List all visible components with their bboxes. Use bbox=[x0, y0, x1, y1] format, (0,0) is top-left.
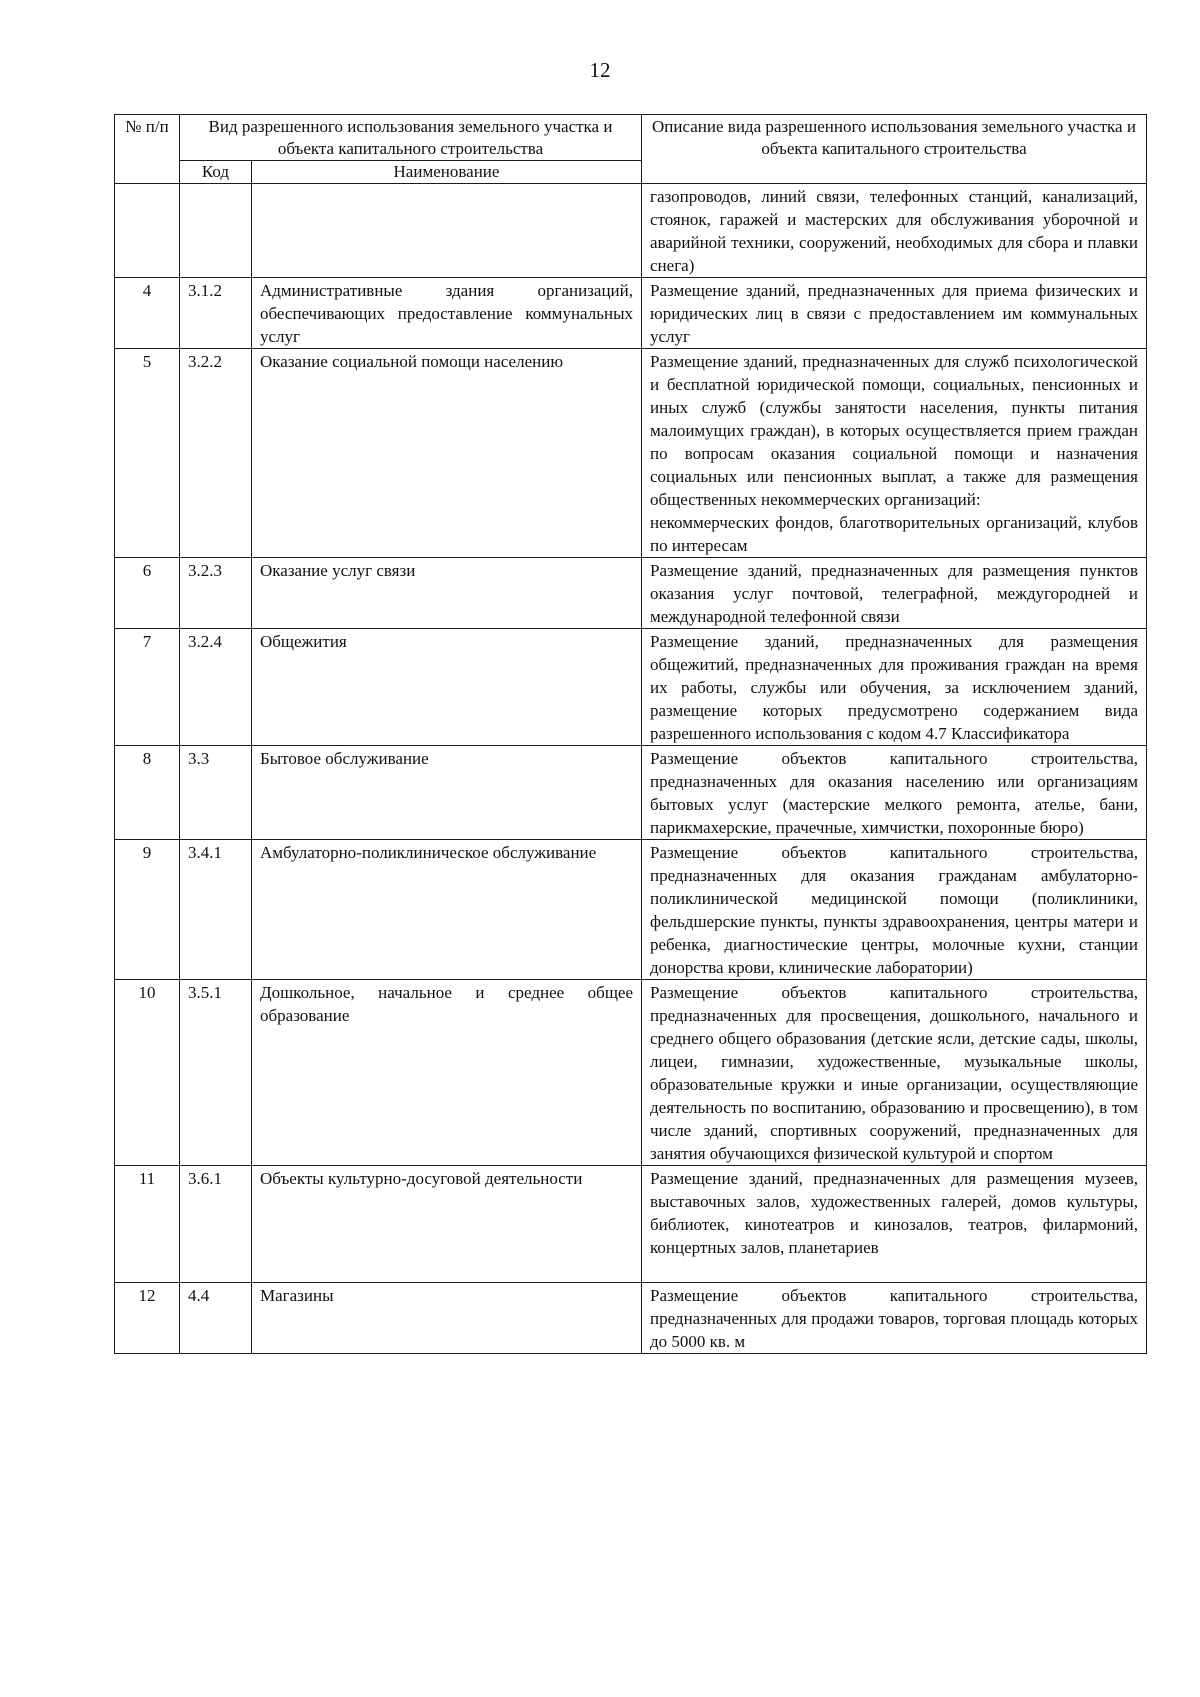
row-number: 12 bbox=[115, 1283, 180, 1354]
table-row bbox=[115, 629, 1147, 746]
header-group: Вид разрешенного использования земельного участка и объекта капитального строительства bbox=[180, 115, 642, 161]
table-row bbox=[115, 1166, 1147, 1283]
row-code: 3.2.2 bbox=[180, 349, 252, 558]
land-use-table bbox=[114, 114, 1147, 1354]
row-description-continued: некоммерческих фондов, благотворительных организаций, клубов по интересам bbox=[650, 513, 1138, 555]
row-code: 3.4.1 bbox=[180, 840, 252, 980]
row-number bbox=[115, 184, 180, 278]
row-description-cell bbox=[642, 349, 1147, 558]
row-name bbox=[252, 184, 642, 278]
header-number: № п/п bbox=[115, 115, 180, 184]
row-number: 5 bbox=[115, 349, 180, 558]
table-header-row bbox=[115, 115, 1147, 161]
row-number: 8 bbox=[115, 746, 180, 840]
row-description: Размещение объектов капитального строительства, предназначенных для оказания населению или организациям бытовых услуг (мастерские мелкого ремонта, ателье, бани, парикмахерские, прачечные, химчистки, похоронные бюро) bbox=[642, 746, 1147, 840]
row-number: 7 bbox=[115, 629, 180, 746]
table-row bbox=[115, 746, 1147, 840]
row-name: Амбулаторно-поликлиническое обслуживание bbox=[252, 840, 642, 980]
row-code: 3.6.1 bbox=[180, 1166, 252, 1283]
row-name: Магазины bbox=[252, 1283, 642, 1354]
row-number: 9 bbox=[115, 840, 180, 980]
row-code: 3.2.3 bbox=[180, 558, 252, 629]
row-code: 3.3 bbox=[180, 746, 252, 840]
row-description: Размещение зданий, предназначенных для служб психологической и бесплатной юридической помощи, социальных, пенсионных и иных служб (службы занятости населения, пункты питания малоимущих граждан), в которых осуществляется прием граждан по вопросам оказания социальной помощи и назначения социальных или пенсионных выплат, а также для размещения общественных некоммерческих организаций: bbox=[650, 352, 1138, 509]
row-code: 3.2.4 bbox=[180, 629, 252, 746]
page-number: 12 bbox=[589, 58, 611, 82]
row-number: 6 bbox=[115, 558, 180, 629]
row-code: 3.1.2 bbox=[180, 278, 252, 349]
row-description: Размещение зданий, предназначенных для размещения пунктов оказания услуг почтовой, телеграфной, междугородней и международной телефонной связи bbox=[642, 558, 1147, 629]
row-number: 10 bbox=[115, 980, 180, 1166]
row-code bbox=[180, 184, 252, 278]
row-description: Размещение объектов капитального строительства, предназначенных для продажи товаров, торговая площадь которых до 5000 кв. м bbox=[642, 1283, 1147, 1354]
table-row bbox=[115, 278, 1147, 349]
row-name: Оказание услуг связи bbox=[252, 558, 642, 629]
table-row bbox=[115, 840, 1147, 980]
header-name: Наименование bbox=[252, 161, 642, 184]
row-description: Размещение объектов капитального строительства, предназначенных для просвещения, дошкольного, начального и среднего общего образования (детские ясли, детские сады, школы, лицеи, гимназии, художественные, музыкальные школы, образовательные кружки и иные организации, осуществляющие деятельность по воспитанию, образованию и просвещению), в том числе зданий, спортивных сооружений, предназначенных для занятия обучающихся физической культурой и спортом bbox=[642, 980, 1147, 1166]
row-description: Размещение зданий, предназначенных для размещения музеев, выставочных залов, художественных галерей, домов культуры, библиотек, кинотеатров и кинозалов, театров, филармоний, концертных залов, планетариев bbox=[642, 1166, 1147, 1283]
table-row bbox=[115, 558, 1147, 629]
row-name: Оказание социальной помощи населению bbox=[252, 349, 642, 558]
row-name: Бытовое обслуживание bbox=[252, 746, 642, 840]
table-row bbox=[115, 349, 1147, 558]
table-row bbox=[115, 184, 1147, 278]
row-description: Размещение объектов капитального строительства, предназначенных для оказания гражданам амбулаторно-поликлинической медицинской помощи (поликлиники, фельдшерские пункты, пункты здравоохранения, центры матери и ребенка, диагностические центры, молочные кухни, станции донорства крови, клинические лаборатории) bbox=[642, 840, 1147, 980]
row-code: 3.5.1 bbox=[180, 980, 252, 1166]
row-description: газопроводов, линий связи, телефонных станций, канализаций, стоянок, гаражей и мастерских для обслуживания уборочной и аварийной техники, сооружений, необходимых для сбора и плавки снега) bbox=[642, 184, 1147, 278]
row-description: Размещение зданий, предназначенных для размещения общежитий, предназначенных для проживания граждан на время их работы, службы или обучения, за исключением зданий, размещение которых предусмотрено содержанием вида разрешенного использования с кодом 4.7 Классификатора bbox=[642, 629, 1147, 746]
row-number: 11 bbox=[115, 1166, 180, 1283]
header-code: Код bbox=[180, 161, 252, 184]
row-name: Объекты культурно-досуговой деятельности bbox=[252, 1166, 642, 1283]
row-description: Размещение зданий, предназначенных для приема физических и юридических лиц в связи с предоставлением им коммунальных услуг bbox=[642, 278, 1147, 349]
row-name: Дошкольное, начальное и среднее общее образование bbox=[252, 980, 642, 1166]
row-name: Административные здания организаций, обеспечивающих предоставление коммунальных услуг bbox=[252, 278, 642, 349]
row-code: 4.4 bbox=[180, 1283, 252, 1354]
row-number: 4 bbox=[115, 278, 180, 349]
table-row bbox=[115, 980, 1147, 1166]
row-name: Общежития bbox=[252, 629, 642, 746]
table-row bbox=[115, 1283, 1147, 1354]
header-description: Описание вида разрешенного использования земельного участка и объекта капитального строительства bbox=[642, 115, 1147, 184]
